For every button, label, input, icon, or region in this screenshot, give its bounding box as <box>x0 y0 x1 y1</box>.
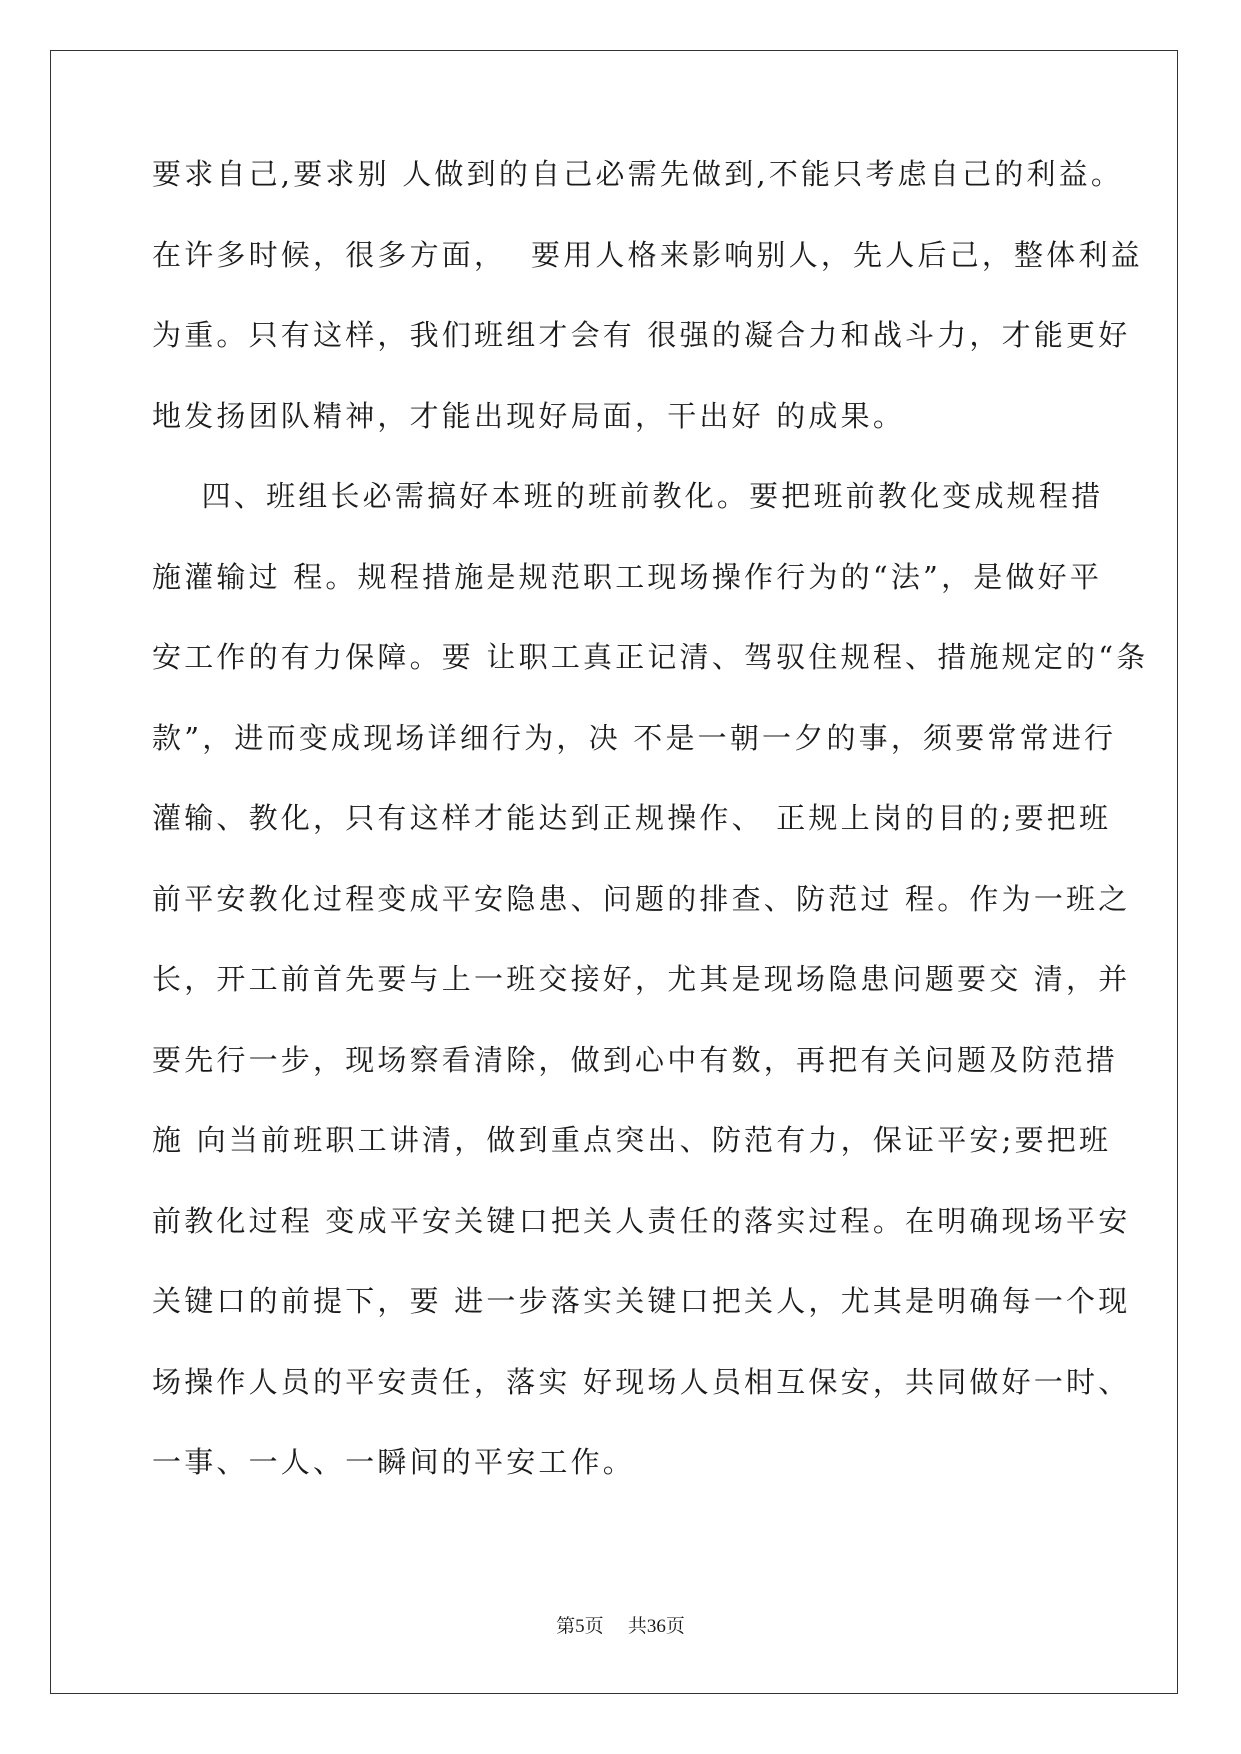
page-number-footer <box>0 1611 1241 1638</box>
text-line: 四、班组长必需搞好本班的班前教化。要把班前教化变成规程措 <box>152 479 1104 513</box>
text-line: 前教化过程 变成平安关键口把关人责任的落实过程。在明确现场平安 <box>152 1203 1131 1238</box>
text-line: 长，开工前首先要与上一班交接好，尤其是现场隐患问题要交 清，并 <box>152 962 1131 996</box>
total-page-count: 36 <box>646 1616 666 1637</box>
text-line: 一事、一人、一瞬间的平安工作。 <box>152 1445 636 1479</box>
text-line: 地发扬团队精神，才能出现好局面，干出好 的成果。 <box>152 398 906 433</box>
footer-total-suffix: 页 <box>665 1615 685 1637</box>
text-line: 为重。只有这样，我们班组才会有 很强的凝合力和战斗力，才能更好 <box>152 318 1131 352</box>
current-page-number: 5 <box>575 1616 585 1637</box>
footer-prefix: 第 <box>556 1615 576 1637</box>
footer-total-prefix: 共 <box>627 1615 647 1637</box>
text-line: 安工作的有力保障。要 让职工真正记清、驾驭住规程、措施规定的“条 <box>152 640 1149 674</box>
text-line: 施灌输过 程。规程措施是规范职工现场操作行为的“法”，是做好平 <box>152 559 1103 594</box>
text-line: 要求自己,要求别 人做到的自己必需先做到,不能只考虑自己的利益。 <box>152 157 1124 191</box>
text-line: 关键口的前提下，要 进一步落实关键口把关人，尤其是明确每一个现 <box>152 1284 1131 1318</box>
footer-page-suffix: 页 <box>584 1615 604 1637</box>
text-line: 施 向当前班职工讲清，做到重点突出、防范有力，保证平安;要把班 <box>152 1123 1112 1157</box>
text-line: 要先行一步，现场察看清除，做到心中有数，再把有关问题及防范措 <box>152 1042 1119 1077</box>
text-line: 灌输、教化，只有这样才能达到正规操作、 正规上岗的目的;要把班 <box>152 801 1112 835</box>
text-line: 在许多时候，很多方面， 要用人格来影响别人，先人后己，整体利益 <box>152 237 1143 272</box>
text-line: 款”，进而变成现场详细行为，决 不是一朝一夕的事，须要常常进行 <box>152 720 1117 755</box>
text-line: 场操作人员的平安责任，落实 好现场人员相互保安，共同做好一时、 <box>152 1364 1131 1399</box>
text-line: 前平安教化过程变成平安隐患、问题的排查、防范过 程。作为一班之 <box>152 881 1131 916</box>
body-text <box>152 157 1149 1529</box>
